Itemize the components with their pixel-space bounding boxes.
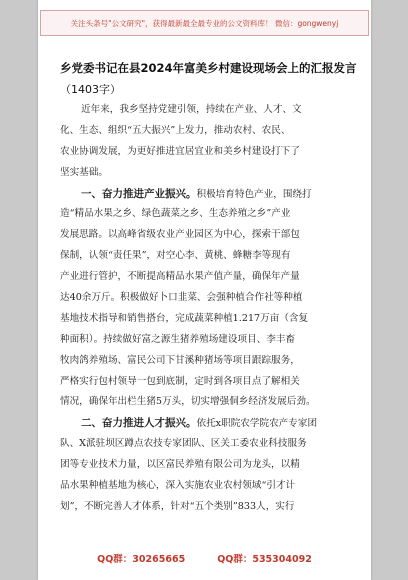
body-line [60,497,360,518]
body-line [60,476,360,497]
body-text: 产业进行管护，不断提高精品水果产值产量，确保年产量 [60,271,300,283]
body-line [60,246,360,267]
body-text: 情况，确保年出栏生猪5万头，切实增强侗乡经济发展后劲。 [60,396,316,408]
document-page [38,0,371,580]
body-line [60,204,360,225]
qq-group-1: QQ群：30265665 [97,554,186,565]
body-text: 农业协调发展，为更好推进宜居宜业和美乡村建设打下了 [60,145,300,157]
body-line [60,142,360,163]
body-text: 队、X派驻坝区蹲点农技专家团队、区关工委农业科技服务 [60,438,307,450]
body-line [60,392,360,413]
document-title: 乡党委书记在县2024年富美乡村建设现场会上的汇报发言 [60,61,357,75]
qq-group-2: QQ群：535304092 [217,554,312,565]
body-line [60,288,360,309]
body-line [60,100,360,121]
body-text: 保制，认领“责任果”，对空心李、黄桃、蜂糖李等现有 [60,250,291,262]
body-line [60,309,360,330]
body-text: 依托x职院农学院农产专家团 [196,418,318,430]
word-count: （1403字） [60,83,121,96]
body-line [60,434,360,455]
body-text: 种面积）。持续做好富之源生猪养殖场建设项目、李丰畜 [60,333,296,345]
body-text: 品水果种植基地为核心，深入实施农业农村领域“引才计 [60,480,296,492]
body-line [60,121,360,142]
body-text: 近年来，我乡坚持党建引领，持续在产业、人才、文 [81,104,302,115]
body-line [60,372,360,393]
body-text: 严格实行包村领导一包到底制，定时到各项目点了解相关 [60,375,300,387]
section-heading: 二、奋力推进人才振兴。 [81,417,197,430]
banner-text: 关注头条号"公文研究"，获得最新最全最专业的公文资料库！ 微信：gongwenyj [70,18,339,28]
body-text: 牧肉鸽养殖场、富民公司下甘溪种猪场等项目跟踪服务， [60,354,300,366]
body-line [60,455,360,476]
body-line [60,267,360,288]
body-text: 坚实基础。 [60,166,108,178]
body-text: 发展思路。以高峰省级农业产业园区为中心，探索干部包 [60,229,300,241]
body-text: 化、生态、组织“五大振兴”上发力，推动农村、农民、 [60,124,291,136]
body-text: 团等专业技术力量，以区富民养殖有限公司为龙头，以精 [60,459,300,471]
footer [38,551,371,565]
body-text: 造“精品水果之乡、绿色蔬菜之乡、生态养殖之乡”产业 [60,208,291,220]
header-banner [40,10,369,36]
section-heading: 一、奋力推进产业振兴。 [81,187,197,200]
body-line [60,184,360,205]
body-text: 积极培育特色产业，围绕打 [196,188,312,200]
body-line [60,330,360,351]
body-line [60,163,360,184]
body-line [60,413,360,434]
document-body [60,100,360,518]
body-line [60,351,360,372]
body-text: 划”，不断完善人才体系，针对“五个类别”833人，实行 [60,500,295,512]
body-line [60,225,360,246]
body-text: 达40余万斤。积极做好卜口韭菜、会强种植合作社等种植 [60,292,303,304]
body-text: 基地技术指导和销售搭台，完成蔬菜种植1.217万亩（含复 [60,312,309,324]
